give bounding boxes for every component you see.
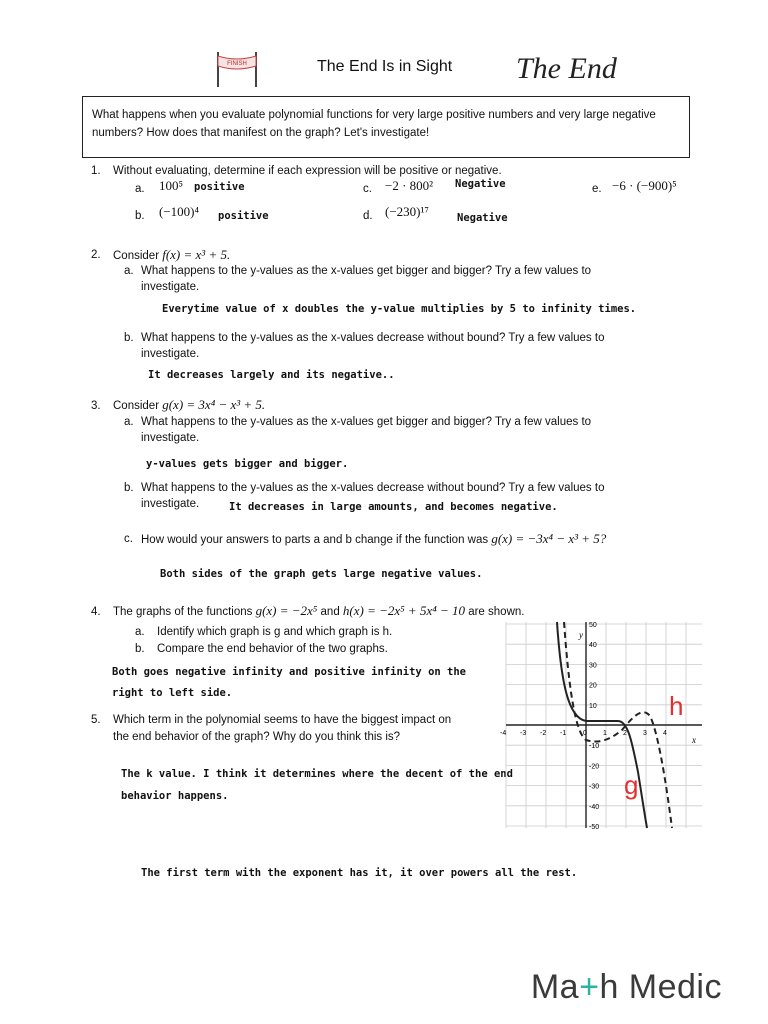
x-tick-label: -3 [520,730,527,737]
y-tick-labels [589,622,599,831]
x-tick-label: 0 [583,730,587,737]
y-tick-label: 30 [589,662,597,670]
q4b-letter: b. [135,643,145,655]
the-end-logo [512,42,617,94]
q3-number: 3. [91,400,101,412]
q1d-expr: (−230)¹⁷ [385,204,429,219]
x-tick-label: -2 [540,730,547,737]
q1a-answer: positive [194,181,245,193]
q2b-text: What happens to the y-values as the x-values decrease without bound? Try a few values to investigate. [141,332,605,360]
q3b-letter: b. [124,482,134,494]
math-medic-logo [531,968,722,1007]
q2b-letter: b. [124,332,134,344]
y-tick-label: -10 [589,743,600,751]
q3a-letter: a. [124,416,134,428]
q1b-answer: positive [218,210,269,222]
y-tick-label: -40 [589,803,600,811]
q1d-letter: d. [363,210,373,222]
q2-function: f(x) = x³ + 5. [162,247,231,262]
q4-prompt-end: are shown. [465,606,525,618]
x-tick-label: 2 [623,730,627,737]
q2b-answer: It decreases largely and its negative.. [148,369,395,381]
g-label-annotation: g [624,770,639,800]
q4-g-function: g(x) = −2x⁵ [255,603,318,618]
q3c-function: g(x) = −3x⁴ − x³ + 5? [491,531,607,546]
finish-banner-image [212,50,262,88]
intro-text: What happens when you evaluate polynomial functions for very large positive numbers and very large negative numbers? How does that manifest on the graph? Let's investigate! [92,109,656,139]
q1-number: 1. [91,165,101,177]
q5-text-line2: the end behavior of the graph? Why do you think this is? [113,731,401,743]
y-axis-label: y [579,630,583,640]
q1b-expr: (−100)⁴ [159,204,200,219]
y-tick-label: -30 [589,783,600,791]
q2-number: 2. [91,249,101,261]
q1a-letter: a. [135,183,145,195]
q1b-letter: b. [135,210,145,222]
q1e-expr: −6 · (−900)⁵ [612,178,677,193]
x-tick-label: 3 [643,730,647,737]
q3c-letter: c. [124,533,133,545]
polynomial-graph [500,622,702,831]
h-label-annotation: h [669,691,684,721]
q2-prompt: Consider [113,250,163,262]
q5-answer-line2: behavior happens. [121,790,229,802]
x-tick-label: -4 [500,730,507,737]
q5-text-line1: Which term in the polynomial seems to have the biggest impact on [113,714,452,726]
q1a-expr: 100⁵ [159,178,184,193]
q4a-text: Identify which graph is g and which graph is h. [157,626,393,638]
x-tick-label: -1 [560,730,567,737]
q4-number: 4. [91,606,101,618]
x-tick-label: 1 [603,730,607,737]
q4b-text: Compare the end behavior of the two graphs. [157,643,388,655]
brand-text-end: h Medic [599,968,722,1006]
page-title: The End Is in Sight [317,58,453,75]
q2a-answer: Everytime value of x doubles the y-value multiplies by 5 to infinity times. [162,303,637,315]
q3c-text: How would your answers to parts a and b change if the function was [141,534,492,546]
brand-text-start: Ma [530,968,580,1006]
q1e-letter: e. [592,183,602,195]
q1c-letter: c. [363,183,372,195]
svg-text:The End: The End [516,52,617,85]
q5-number: 5. [91,714,101,726]
q1c-expr: −2 · 800² [385,178,434,193]
x-tick-label: 4 [663,730,667,737]
y-tick-label: -20 [589,763,600,771]
q3a-text: What happens to the y-values as the x-values get bigger and bigger? Try a few values to investigate. [141,416,592,444]
q1c-answer: Negative [455,178,506,190]
q4-answer-line1: Both goes negative infinity and positive infinity on the [112,666,467,678]
q4-h-function: h(x) = −2x⁵ + 5x⁴ − 10 [342,603,466,618]
q5-answer-line3: The first term with the exponent has it, it over powers all the rest. [141,867,578,879]
q3a-answer: y-values gets bigger and bigger. [146,458,349,470]
q5-answer-line1: The k value. I think it determines where the decent of the end [121,768,513,780]
q2a-letter: a. [124,265,134,277]
y-tick-label: 10 [589,702,597,710]
y-tick-label: -50 [589,824,600,831]
q3-function: g(x) = 3x⁴ − x³ + 5. [162,397,266,412]
q3-prompt: Consider [113,400,163,412]
y-tick-label: 50 [589,622,597,629]
q4a-letter: a. [135,626,145,638]
q4-prompt-start: The graphs of the functions [113,606,256,618]
svg-text:FINISH: FINISH [227,61,247,67]
q3b-text-line1: What happens to the y-values as the x-values decrease without bound? Try a few values to [141,482,605,494]
q1d-answer: Negative [457,212,508,224]
q4-answer-line2: right to left side. [112,687,233,699]
x-axis-label: x [692,735,696,745]
q4-prompt-and: and [317,606,343,618]
y-tick-label: 40 [589,642,597,650]
q3b-answer: It decreases in large amounts, and becomes negative. [229,501,558,513]
y-tick-label: 20 [589,682,597,690]
q2a-text: What happens to the y-values as the x-values get bigger and bigger? Try a few values to investigate. [141,265,592,293]
brand-plus: + [579,968,600,1006]
x-tick-labels [500,730,667,737]
q1-prompt: Without evaluating, determine if each expression will be positive or negative. [113,165,502,177]
q3b-text-line2: investigate. [141,498,200,510]
q3c-answer: Both sides of the graph gets large negative values. [160,568,483,580]
